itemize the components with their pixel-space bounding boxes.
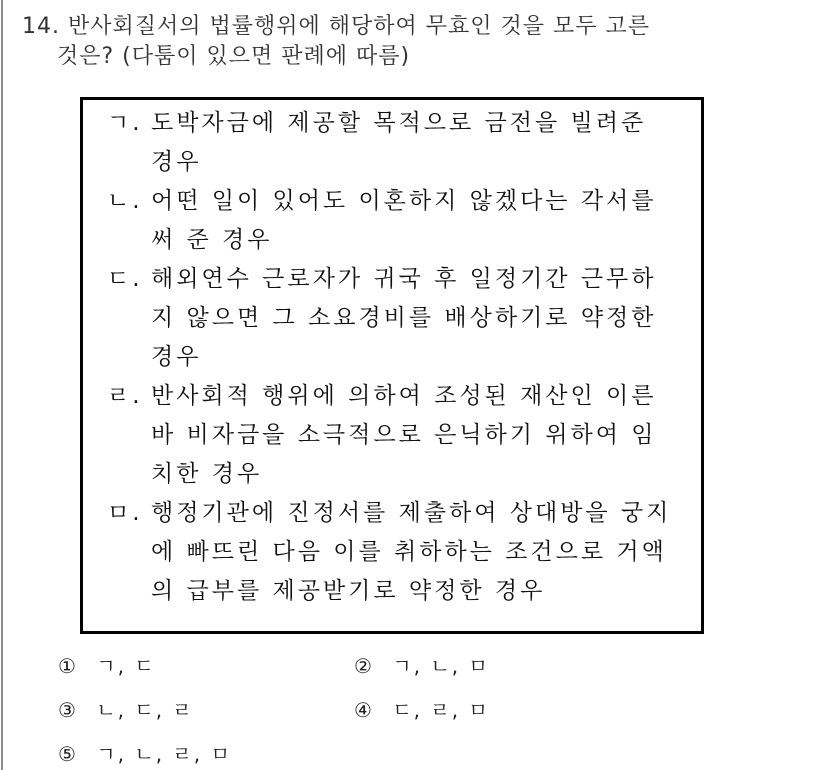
statement-item bbox=[107, 260, 656, 377]
statement-text: 에 빠뜨린 다음 이를 취하하는 조건으로 거액 bbox=[151, 539, 667, 565]
statement-label: ㄴ. bbox=[107, 188, 143, 214]
statement-label: ㄱ. bbox=[107, 110, 143, 136]
statements-box bbox=[80, 97, 704, 634]
statement-item bbox=[107, 494, 671, 611]
choice-3[interactable] bbox=[58, 694, 194, 723]
choice-number: ③ bbox=[58, 698, 78, 722]
statement-text: 반사회적 행위에 의하여 조성된 재산인 이른 bbox=[151, 383, 657, 409]
statement-text: 써 준 경우 bbox=[151, 227, 273, 253]
choice-2[interactable] bbox=[354, 650, 490, 679]
choice-text: ㄱ, ㄷ bbox=[96, 654, 156, 678]
choice-text: ㄴ, ㄷ, ㄹ bbox=[96, 698, 194, 722]
choice-text: ㄱ, ㄴ, ㅁ bbox=[392, 654, 490, 678]
question-number: 14. bbox=[22, 14, 60, 39]
statement-text: 어떤 일이 있어도 이혼하지 않겠다는 각서를 bbox=[151, 188, 657, 214]
statement-text: 의 급부를 제공받기로 약정한 경우 bbox=[151, 578, 546, 604]
choice-number: ④ bbox=[354, 698, 374, 722]
statement-label: ㄹ. bbox=[107, 383, 143, 409]
question-line-1 bbox=[22, 12, 802, 42]
statement-text: 행정기관에 진정서를 제출하여 상대방을 궁지 bbox=[151, 500, 672, 526]
question-stem bbox=[22, 12, 802, 72]
statement-text: 경우 bbox=[151, 149, 202, 175]
choice-number: ① bbox=[58, 654, 78, 678]
statement-item bbox=[107, 104, 646, 182]
choice-1[interactable] bbox=[58, 650, 156, 679]
statement-text: 치한 경우 bbox=[151, 461, 263, 487]
question-line-2: 것은? (다툼이 있으면 판례에 따름) bbox=[57, 44, 411, 69]
statement-text: 바 비자금을 소극적으로 은닉하기 위하여 임 bbox=[151, 422, 657, 448]
statement-label: ㅁ. bbox=[107, 500, 143, 526]
choice-text: ㄷ, ㄹ, ㅁ bbox=[392, 698, 490, 722]
choice-number: ② bbox=[354, 654, 374, 678]
question-text-1: 반사회질서의 법률행위에 해당하여 무효인 것을 모두 고른 bbox=[68, 14, 651, 39]
statement-text: 도박자금에 제공할 목적으로 금전을 빌려준 bbox=[151, 110, 647, 136]
statement-text: 경우 bbox=[151, 344, 202, 370]
statement-text: 지 않으면 그 소요경비를 배상하기로 약정한 bbox=[151, 305, 657, 331]
choice-5[interactable] bbox=[58, 738, 232, 767]
statement-item bbox=[107, 377, 656, 494]
page-left-border bbox=[1, 0, 3, 770]
statement-label: ㄷ. bbox=[107, 266, 143, 292]
statement-item bbox=[107, 182, 656, 260]
choice-text: ㄱ, ㄴ, ㄹ, ㅁ bbox=[96, 742, 232, 766]
statement-text: 해외연수 근로자가 귀국 후 일정기간 근무하 bbox=[151, 266, 657, 292]
choice-4[interactable] bbox=[354, 694, 490, 723]
choice-number: ⑤ bbox=[58, 742, 78, 766]
